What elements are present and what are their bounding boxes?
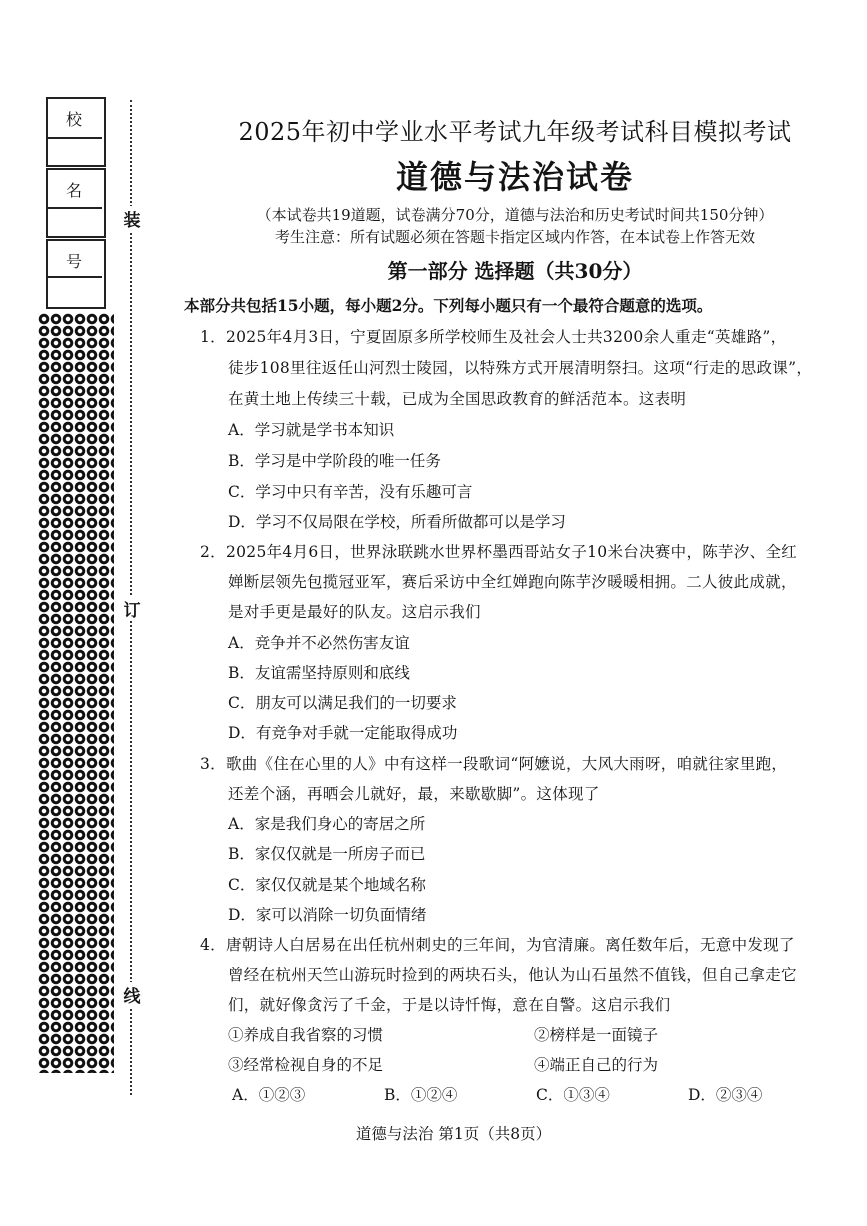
question-2-option-d: D．有竞争对手就一定能取得成功 (228, 724, 458, 742)
question-2-option-a: A．竞争并不必然伤害友谊 (228, 634, 410, 652)
question-4-option-d: D．②③④ (688, 1086, 763, 1104)
question-4-option-a: A．①②③ (232, 1086, 306, 1104)
question-4-line: 4．唐朝诗人白居易在出任杭州刺史的三年间，为官清廉。离任数年后，无意中发现了 (200, 936, 795, 954)
name-box-divider (46, 207, 102, 209)
binding-char-xian: 线 (122, 982, 142, 1007)
question-4-statement-4: ④端正自己的行为 (534, 1056, 659, 1074)
question-4-option-b: B．①②④ (384, 1086, 458, 1104)
name-box-divider (46, 276, 102, 278)
question-1-option-a: A．学习就是学书本知识 (228, 421, 395, 439)
exam-note-2: 考生注意：所有试题必须在答题卡指定区域内作答，在本试卷上作答无效 (274, 228, 755, 246)
question-3-option-a: A．家是我们身心的寄居之所 (228, 815, 426, 833)
margin-label-name: 名 (65, 181, 82, 200)
question-1-line: 1．2025年4月3日，宁夏固原多所学校师生及社会人士共3200余人重走“英雄路”， (200, 328, 787, 346)
section-title: 第一部分 选择题（共30分） (387, 259, 643, 283)
question-3-line: 还差个涵，再晒会儿就好，最，来歇歇脚”。这体现了 (228, 785, 600, 803)
exam-subtitle: 道德与法治试卷 (395, 158, 634, 196)
question-4-statement-1: ①养成自我省察的习惯 (228, 1026, 384, 1044)
binding-char-ding: 订 (122, 596, 142, 621)
name-box-divider (46, 137, 102, 139)
margin-label-school: 校 (65, 110, 82, 129)
question-4-line: 们，就好像贪污了千金，于是以诗忏悔，意在自警。这启示我们 (228, 996, 671, 1014)
question-2-line: 是对手更是最好的队友。这启示我们 (228, 603, 481, 621)
question-3-option-d: D．家可以消除一切负面情绪 (228, 906, 427, 924)
question-2-line: 2．2025年4月6日，世界泳联跳水世界杯墨西哥站女子10米台决赛中，陈芋汐、全红 (200, 543, 798, 561)
section-intro: 本部分共包括15小题，每小题2分。下列每小题只有一个最符合题意的选项。 (184, 296, 713, 315)
question-3-option-b: B．家仅仅就是一所房子而已 (228, 845, 426, 863)
question-2-line: 婵断层领先包揽冠亚军，赛后采访中全红婵跑向陈芋汐暖暖相拥。二人彼此成就， (228, 573, 797, 591)
margin-label-number: 号 (65, 252, 82, 271)
question-4-option-c: C．①③④ (536, 1086, 610, 1104)
question-1-option-d: D．学习不仅局限在学校，所看所做都可以是学习 (228, 513, 566, 531)
question-3-option-c: C．家仅仅就是某个地域名称 (228, 876, 426, 894)
question-2-option-b: B．友谊需坚持原则和底线 (228, 664, 410, 682)
page-footer: 道德与法治 第1页（共8页） (355, 1125, 552, 1143)
question-4-statement-3: ③经常检视自身的不足 (228, 1056, 384, 1074)
question-1-line: 在黄土地上传续三十载，已成为全国思政教育的鲜活范本。这表明 (228, 390, 687, 408)
question-2-option-c: C．朋友可以满足我们的一切要求 (228, 694, 457, 712)
question-1-option-b: B．学习是中学阶段的唯一任务 (228, 452, 441, 470)
exam-note-1: （本试卷共19道题，试卷满分70分，道德与法治和历史考试时间共150分钟） (256, 206, 774, 224)
question-1-line: 徒步108里往返任山河烈士陵园，以特殊方式开展清明祭扫。这项“行走的思政课”， (228, 359, 813, 377)
question-4-statement-2: ②榜样是一面镜子 (534, 1026, 659, 1044)
question-3-line: 3．歌曲《住在心里的人》中有这样一段歌词“阿嬷说，大风大雨呀，咱就往家里跑， (200, 755, 788, 773)
question-1-option-c: C．学习中只有辛苦，没有乐趣可言 (228, 483, 473, 501)
exam-title: 2025年初中学业水平考试九年级考试科目模拟考试 (238, 118, 792, 146)
security-pattern (38, 313, 114, 1073)
binding-char-zhuang: 装 (122, 206, 142, 231)
question-4-line: 曾经在杭州天竺山游玩时捡到的两块石头，他认为山石虽然不值钱，但自己拿走它 (228, 966, 797, 984)
